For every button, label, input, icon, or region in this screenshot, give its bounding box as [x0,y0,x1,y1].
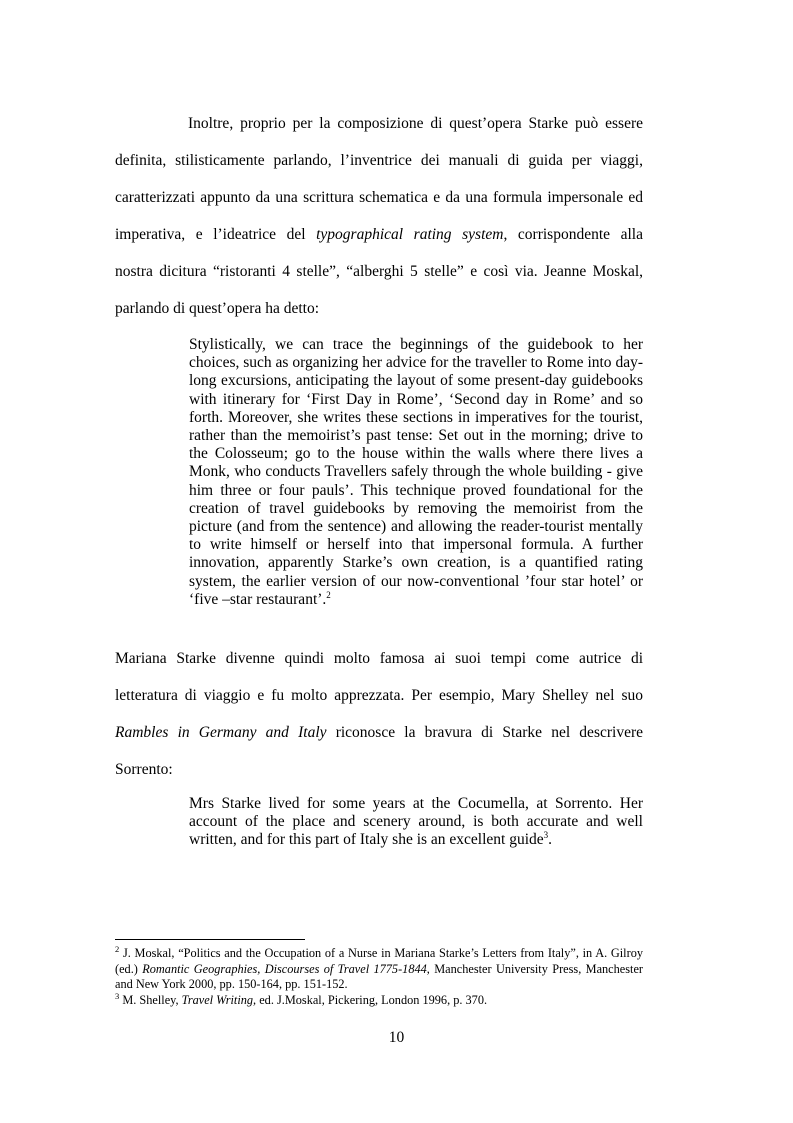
page-number: 10 [388,1029,405,1046]
text-run: riconosce la bravura di Starke nel descrivere [335,724,643,741]
text-run: , Manchester University Press, Manchester and New York 2000, pp. 150-164, pp. 151-152. [115,961,643,991]
paragraph-2-line-2: letteratura di viaggio e fu molto apprezzata. Per esempio, Mary Shelley nel suo [115,687,643,704]
block-quote-shelley [189,795,643,850]
paragraph-2-line-4: Sorrento: [115,761,173,778]
emphasis-typographical-rating-system: typographical rating system [316,226,504,243]
footnote-number: 3 [115,990,120,1001]
paragraph-2-line-3 [115,723,643,743]
footnote-separator [115,939,305,940]
paragraph-1-line-6: parlando di quest’opera ha detto: [115,300,320,317]
text-run: M. Shelley, [122,992,179,1007]
text-run: , corrispondente alla [503,226,643,243]
quote-end: . [548,831,553,849]
quote-body: Mrs Starke lived for some years at the Cocumella, at Sorrento. Her account of the place and scenery around, is both accurate and well written, and for this part of Italy she is an excellent guide [189,795,643,849]
paragraph-1-line-2: definita, stilisticamente parlando, l’inventrice dei manuali di guida per viaggi, [115,152,643,169]
footnote-marker-2[interactable]: 2 [326,589,331,600]
paragraph-1-line-3: caratterizzati appunto da una scrittura schematica e da una formula impersonale ed [115,189,643,206]
paragraph-1-line-1: Inoltre, proprio per la composizione di quest’opera Starke può essere [188,115,643,132]
footnote-number: 2 [115,943,120,954]
footnote-2 [115,943,643,993]
emphasis-book-title: Romantic Geographies, Discourses of Travel 1775-1844 [142,961,427,976]
emphasis-book-title: Travel Writing, [181,992,257,1007]
emphasis-rambles-title: Rambles in Germany and Italy [115,724,327,741]
quote-body: Stylistically, we can trace the beginnings of the guidebook to her choices, such as organizing her advice for the traveller to Rome into day-long excursions, anticipating the layout of some present-day guidebooks with itinerary for ‘First Day in Rome’, ‘Second day in Rome’ and so forth. Moreover, she writes these sections in imperatives for the tourist, rather than the memoirist’s past tense: Set out in the morning; drive to the Colosseum; go to the house within the walls where there lives a Monk, who conducts Travellers safely through the whole building - give him three or four pauls’. This technique proved foundational for the creation of travel guidebooks by removing the memoirist from the picture (and from the sentence) and allowing the reader-tourist mentally to write himself or herself into that impersonal formula. A further innovation, apparently Starke’s own creation, is a quantified rating system, the earlier version of our now-conventional ’four star hotel’ or ‘five –star restaurant’. [189,336,643,608]
text-run: J. Moskal, “Politics and the Occupation of a Nurse in Mariana Starke’s Letters from Italy”, in A. Gilroy (ed.) [115,946,643,976]
footnote-marker-3[interactable]: 3 [543,830,549,841]
text-run: ed. J.Moskal, Pickering, London 1996, p. 370. [259,992,488,1007]
footnotes [115,943,643,1008]
block-quote-moskal [189,336,643,609]
quote-text [189,795,643,850]
footnote-3 [115,990,643,1009]
paragraph-1-line-4 [115,225,643,245]
quote-text [189,336,643,609]
paragraph-1-line-5: nostra dicitura “ristoranti 4 stelle”, “alberghi 5 stelle” e così via. Jeanne Moskal, [115,263,643,280]
text-run: imperativa, e l’ideatrice del [115,226,306,243]
paragraph-2-line-1: Mariana Starke divenne quindi molto famosa ai suoi tempi come autrice di [115,650,643,667]
